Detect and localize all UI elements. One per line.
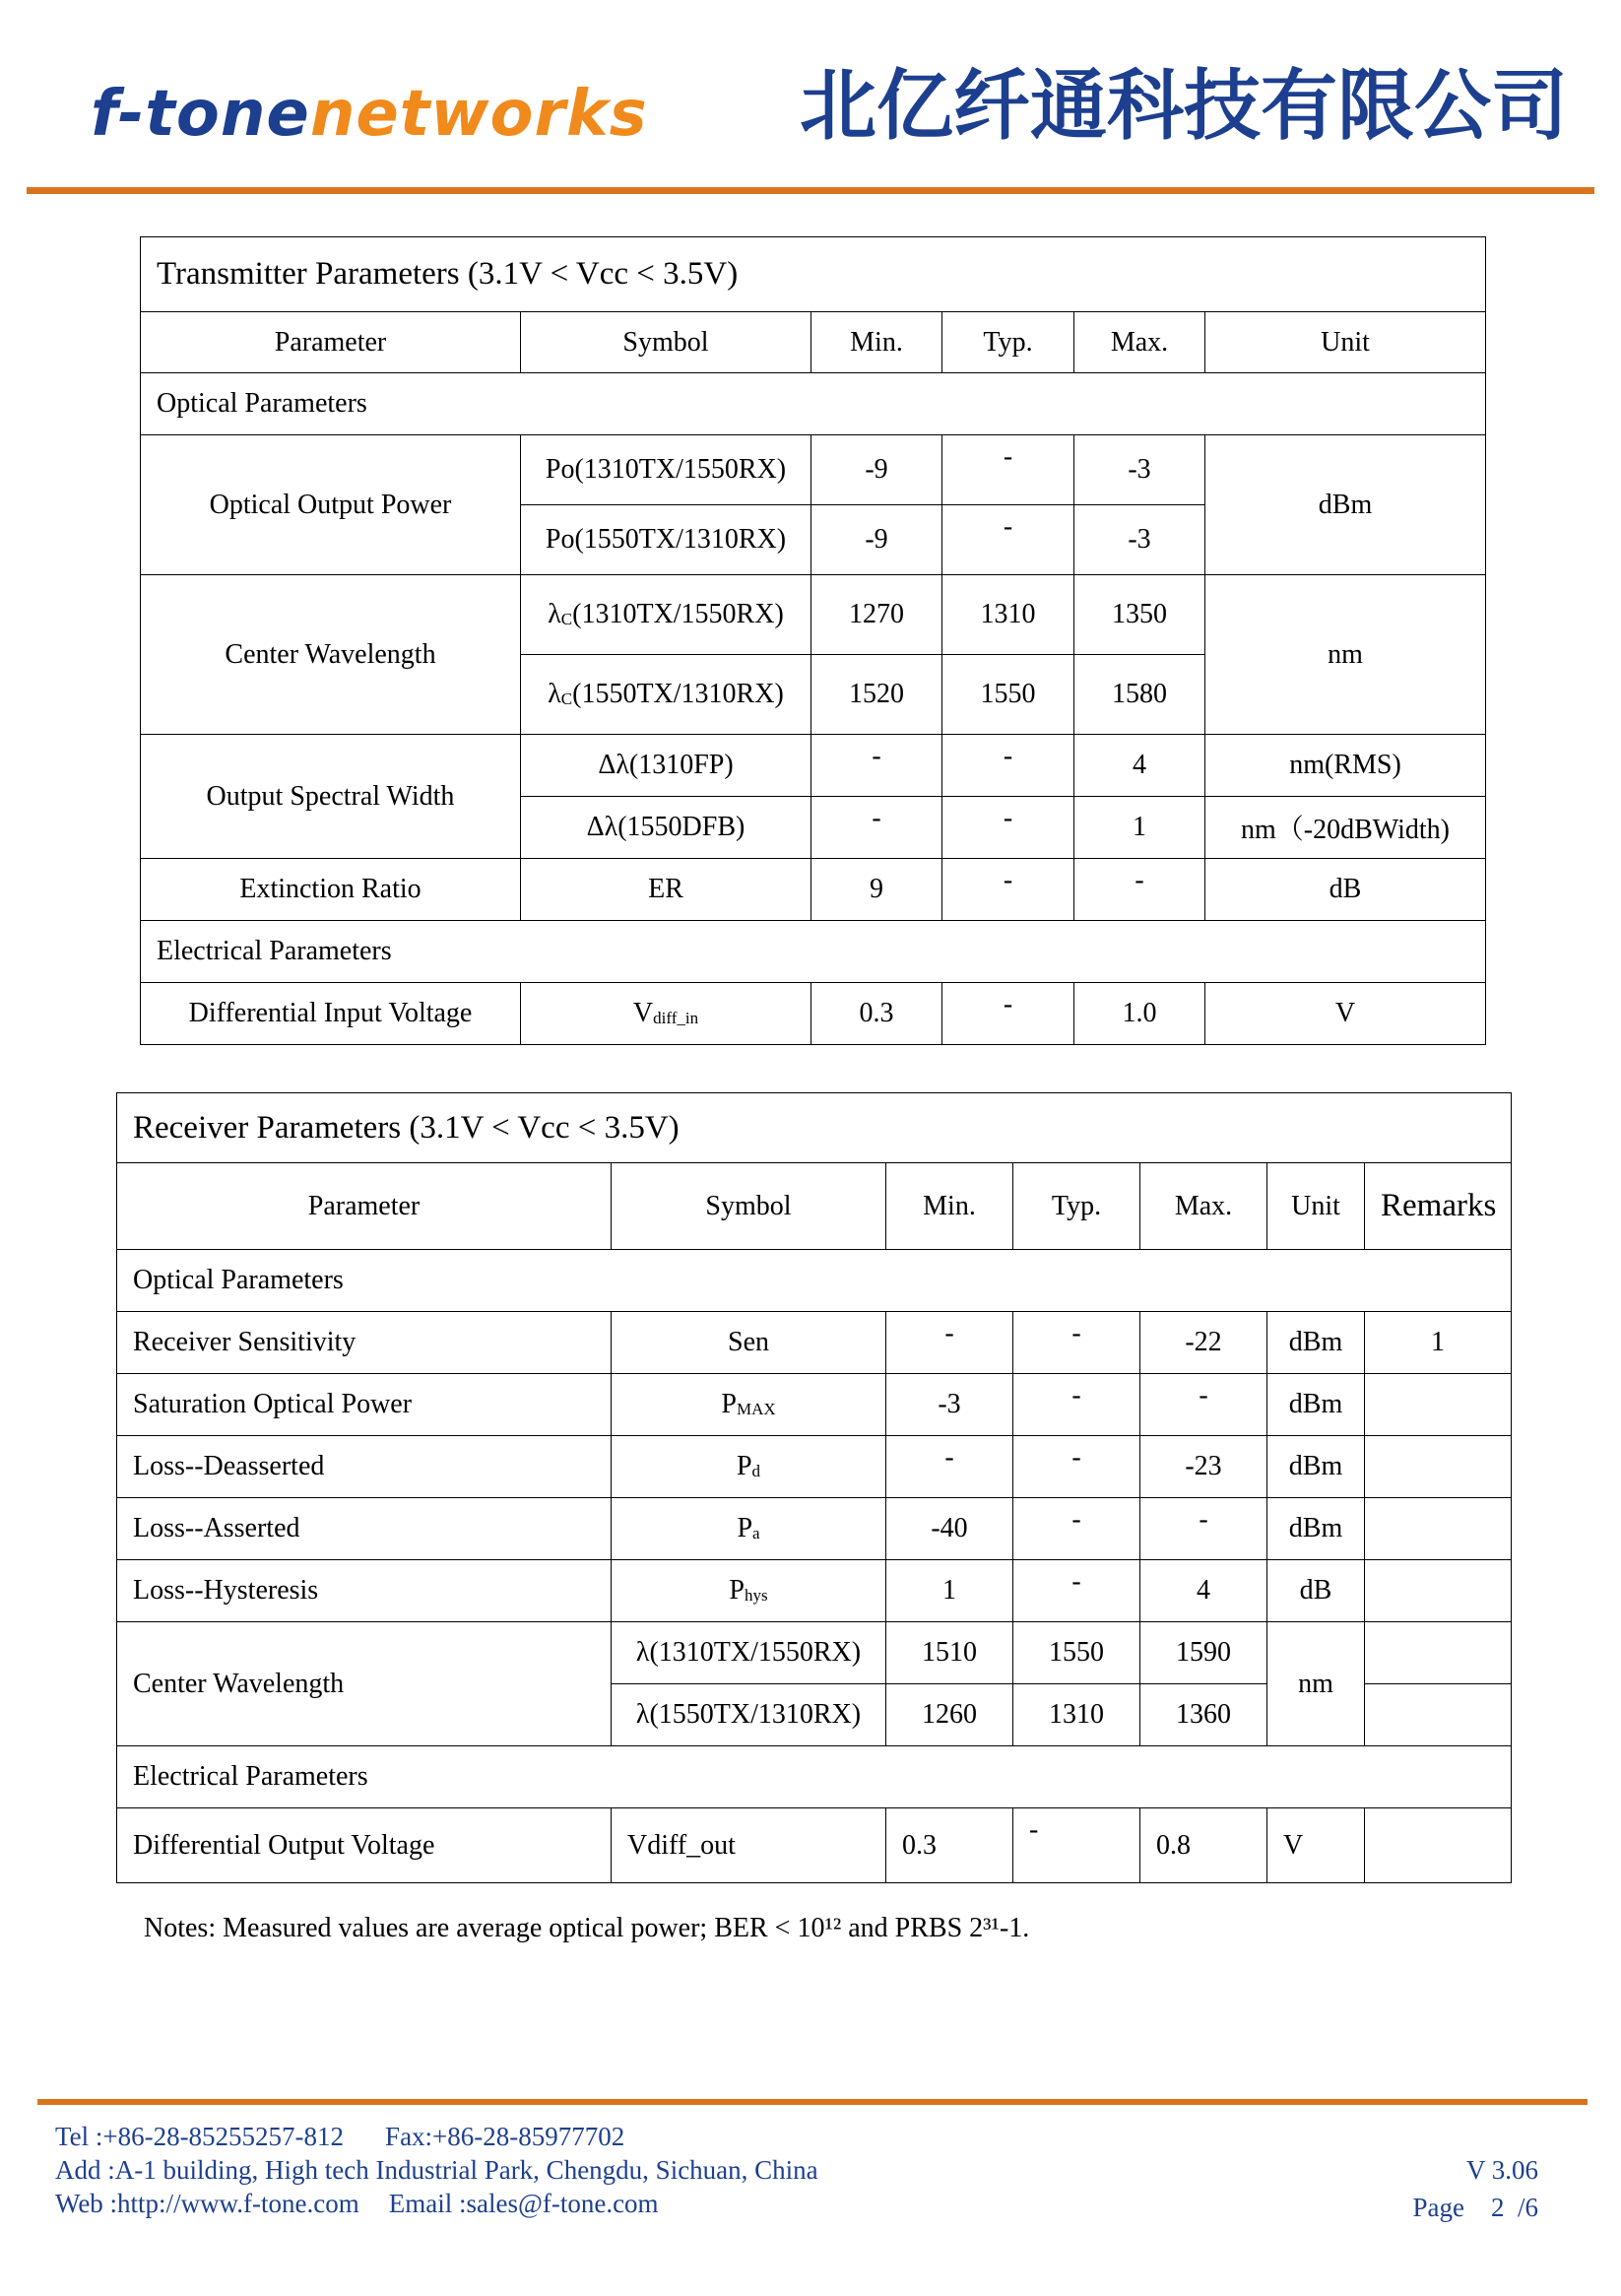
symbol-cell [521,575,811,655]
typ-cell: 1550 [1013,1622,1140,1684]
symbol-main: V [632,998,654,1028]
row-label: Center Wavelength [141,575,521,735]
symbol-cell: Δλ(1310FP) [521,735,811,797]
min-cell: 1510 [886,1622,1013,1684]
unit-cell: dBm [1267,1374,1365,1436]
table-row [117,1560,1512,1622]
typ-cell: - [1013,1498,1140,1560]
remarks-cell [1365,1560,1512,1622]
footer-tel: Tel :+86-28-85255257-812 [55,2122,345,2151]
footer-web-link[interactable]: Web :http://www.f-tone.com [55,2189,359,2218]
company-logo [91,78,648,151]
symbol-main: P [721,1389,737,1419]
footer-email-link[interactable]: Email :sales@f-tone.com [388,2189,659,2218]
min-cell: - [811,797,942,859]
footer-fax: Fax:+86-28-85977702 [385,2122,625,2151]
unit-cell: V [1267,1808,1365,1883]
table-section-row [117,1746,1512,1808]
column-header: Max. [1140,1163,1267,1250]
typ-cell: 1310 [1013,1684,1140,1746]
symbol-cell [612,1498,886,1560]
max-cell: - [1140,1374,1267,1436]
remarks-cell [1365,1498,1512,1560]
footer-divider [37,2099,1588,2105]
typ-cell: - [1013,1808,1140,1883]
header-divider [27,187,1594,194]
column-header: Symbol [612,1163,886,1250]
max-cell: 4 [1074,735,1205,797]
unit-cell: dB [1205,859,1486,921]
table-section-row [117,1250,1512,1312]
symbol-main: P [729,1575,745,1606]
logo-text-part1: f-tone [91,78,310,151]
symbol-cell: Po(1310TX/1550RX) [521,435,811,505]
min-cell: -40 [886,1498,1013,1560]
receiver-parameters-table [116,1092,1512,1883]
table-row [117,1622,1512,1684]
typ-cell: - [942,435,1074,505]
min-cell: 0.3 [886,1808,1013,1883]
row-label: Loss--Hysteresis [117,1560,612,1622]
symbol-main: P [737,1513,753,1543]
typ-cell: - [1013,1436,1140,1498]
typ-cell: - [942,983,1074,1045]
max-cell: 1590 [1140,1622,1267,1684]
row-label: Loss--Asserted [117,1498,612,1560]
table-row [141,435,1486,505]
symbol-cell: ER [521,859,811,921]
column-header: Min. [886,1163,1013,1250]
symbol-cell: Sen [612,1312,886,1374]
min-cell: 9 [811,859,942,921]
max-cell: 1350 [1074,575,1205,655]
row-label: Differential Output Voltage [117,1808,612,1883]
symbol-subscript: C [560,689,573,708]
unit-cell: nm（-20dBWidth) [1205,797,1486,859]
column-header: Typ. [1013,1163,1140,1250]
symbol-subscript: d [751,1462,761,1480]
footer-version: V 3.06 [1465,2155,1538,2185]
symbol-subscript: hys [744,1586,768,1605]
column-header: Parameter [141,312,521,373]
symbol-suffix: (1550TX/1310RX) [572,679,784,709]
symbol-cell: λ(1310TX/1550RX) [612,1622,886,1684]
min-cell: - [886,1436,1013,1498]
unit-cell: dBm [1205,435,1486,575]
table-row [117,1808,1512,1883]
electrical-parameters-heading: Electrical Parameters [117,1746,1512,1808]
column-header: Symbol [521,312,811,373]
electrical-parameters-heading: Electrical Parameters [141,921,1486,983]
max-cell: 1580 [1074,655,1205,735]
min-cell: 1 [886,1560,1013,1622]
row-label: Optical Output Power [141,435,521,575]
table-row [141,859,1486,921]
column-header: Max. [1074,312,1205,373]
typ-cell: - [942,859,1074,921]
footer-address: Add :A-1 building, High tech Industrial Park, Chengdu, Sichuan, China [55,2155,818,2185]
table-row [117,1374,1512,1436]
min-cell: 1270 [811,575,942,655]
remarks-cell [1365,1622,1512,1684]
table-row [117,1312,1512,1374]
min-cell: -3 [886,1374,1013,1436]
symbol-main: λ [548,599,561,629]
min-cell: - [886,1312,1013,1374]
column-header: Remarks [1365,1163,1512,1250]
symbol-subscript: a [752,1524,760,1542]
max-cell: -23 [1140,1436,1267,1498]
symbol-suffix: (1310TX/1550RX) [572,599,784,629]
unit-cell: dB [1267,1560,1365,1622]
row-label: Extinction Ratio [141,859,521,921]
symbol-cell: Δλ(1550DFB) [521,797,811,859]
column-header: Typ. [942,312,1074,373]
min-cell: 1520 [811,655,942,735]
remarks-cell [1365,1436,1512,1498]
remarks-cell [1365,1684,1512,1746]
table-row [141,575,1486,655]
unit-cell: nm [1267,1622,1365,1746]
symbol-cell [521,983,811,1045]
unit-cell: dBm [1267,1312,1365,1374]
page-footer [55,2120,1538,2228]
transmitter-parameters-table [140,236,1486,1045]
typ-cell: - [1013,1312,1140,1374]
min-cell: -9 [811,435,942,505]
symbol-cell [612,1436,886,1498]
max-cell: -22 [1140,1312,1267,1374]
max-cell: 0.8 [1140,1808,1267,1883]
table-header-row [117,1163,1512,1250]
unit-cell: nm [1205,575,1486,735]
min-cell: 0.3 [811,983,942,1045]
footer-page-number: Page 2 /6 [1412,2193,1538,2222]
optical-parameters-heading: Optical Parameters [117,1250,1512,1312]
typ-cell: 1550 [942,655,1074,735]
symbol-cell: Po(1550TX/1310RX) [521,505,811,575]
table-section-row [141,373,1486,435]
footer-web-line [55,2187,1538,2220]
transmitter-table-title: Transmitter Parameters (3.1V < Vcc < 3.5V) [141,237,1486,312]
typ-cell: - [1013,1374,1140,1436]
table-row [117,1498,1512,1560]
receiver-table-title: Receiver Parameters (3.1V < Vcc < 3.5V) [117,1093,1512,1163]
page-header [0,0,1621,197]
table-title-row [141,237,1486,312]
symbol-subscript: C [560,610,573,628]
typ-cell: - [942,505,1074,575]
symbol-cell [612,1560,886,1622]
row-label: Differential Input Voltage [141,983,521,1045]
optical-parameters-heading: Optical Parameters [141,373,1486,435]
symbol-main: λ [548,679,561,709]
remarks-cell: 1 [1365,1312,1512,1374]
row-label: Saturation Optical Power [117,1374,612,1436]
min-cell: 1260 [886,1684,1013,1746]
remarks-cell [1365,1374,1512,1436]
row-label: Output Spectral Width [141,735,521,859]
typ-cell: 1310 [942,575,1074,655]
max-cell: - [1074,859,1205,921]
symbol-cell: λ(1550TX/1310RX) [612,1684,886,1746]
symbol-main: P [736,1451,752,1481]
typ-cell: - [942,735,1074,797]
max-cell: -3 [1074,505,1205,575]
column-header: Parameter [117,1163,612,1250]
logo-text-part2: networks [309,78,648,151]
unit-cell: dBm [1267,1436,1365,1498]
max-cell: 1 [1074,797,1205,859]
remarks-cell [1365,1808,1512,1883]
row-label: Receiver Sensitivity [117,1312,612,1374]
max-cell: 4 [1140,1560,1267,1622]
company-name-chinese: 北亿纤通科技有限公司 [799,62,1568,151]
symbol-cell [521,655,811,735]
unit-cell: nm(RMS) [1205,735,1486,797]
row-label: Center Wavelength [117,1622,612,1746]
min-cell: - [811,735,942,797]
max-cell: -3 [1074,435,1205,505]
unit-cell: dBm [1267,1498,1365,1560]
unit-cell: V [1205,983,1486,1045]
table-header-row [141,312,1486,373]
symbol-subscript: MAX [736,1400,776,1418]
table-title-row [117,1093,1512,1163]
table-section-row [141,921,1486,983]
symbol-cell [612,1374,886,1436]
footer-contact-line [55,2120,1538,2153]
min-cell: -9 [811,505,942,575]
column-header: Min. [811,312,942,373]
row-label: Loss--Deasserted [117,1436,612,1498]
table-row [141,983,1486,1045]
column-header: Unit [1205,312,1486,373]
symbol-cell: Vdiff_out [612,1808,886,1883]
table-row [141,735,1486,797]
column-header: Unit [1267,1163,1365,1250]
max-cell: 1.0 [1074,983,1205,1045]
max-cell: 1360 [1140,1684,1267,1746]
typ-cell: - [1013,1560,1140,1622]
symbol-subscript: diff_in [653,1009,699,1027]
table-row [117,1436,1512,1498]
max-cell: - [1140,1498,1267,1560]
typ-cell: - [942,797,1074,859]
notes-text: Notes: Measured values are average optical power; BER < 10¹² and PRBS 2³¹-1. [144,1913,1030,1943]
